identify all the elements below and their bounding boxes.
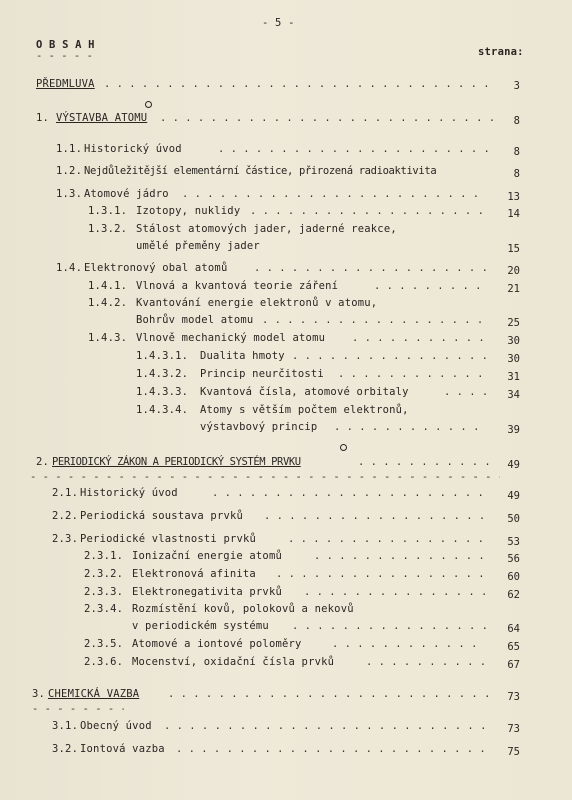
toc-leader — [212, 487, 492, 499]
toc-page: 8 — [513, 115, 520, 127]
toc-entry-text-continued: v periodickém systému — [132, 620, 269, 632]
toc-entry-text: Elektronový obal atomů — [84, 262, 228, 274]
toc-page: 53 — [507, 536, 520, 548]
toc-leader — [104, 78, 500, 90]
toc-leader — [292, 350, 490, 362]
toc-entry-number: 2.3.6. — [84, 656, 124, 668]
toc-leader — [374, 280, 490, 292]
toc-entry-number: 1. — [36, 112, 50, 124]
toc-entry-number: 3.1. — [52, 720, 79, 732]
toc-entry-text-continued: Bohrův model atomu — [136, 314, 254, 326]
toc-leader — [276, 568, 490, 580]
toc-entry-text: PERIODICKÝ ZÁKON A PERIODICKÝ SYSTÉM PRVKU — [52, 456, 301, 468]
toc-entry-text: Periodické vlastnosti prvků — [80, 533, 257, 545]
toc-entry-text: Stálost atomových jader, jaderné reakce, — [136, 223, 397, 235]
toc-leader — [366, 656, 490, 668]
toc-leader — [352, 332, 490, 344]
toc-entry-text: Mocenství, oxidační čísla prvků — [132, 656, 335, 668]
toc-entry-number: 2.3.2. — [84, 568, 124, 580]
toc-entry-number: 1.4.2. — [88, 297, 128, 309]
toc-entry-text: Atomové a iontové poloměry — [132, 638, 302, 650]
toc-entry-text: Elektronová afinita — [132, 568, 256, 580]
toc-page: 73 — [507, 723, 520, 735]
toc-page: 64 — [507, 623, 520, 635]
toc-page: 20 — [507, 265, 520, 277]
toc-entry-text: Ionizační energie atomů — [132, 550, 282, 562]
toc-page: 8 — [513, 146, 520, 158]
toc-page: 30 — [507, 353, 520, 365]
toc-entry-text: Iontová vazba — [80, 743, 165, 755]
toc-entry-number: 1.4.3.3. — [136, 386, 189, 398]
page-column-label: strana: — [478, 46, 524, 58]
toc-entry-text: Atomové jádro — [84, 188, 169, 200]
ring-accent-icon — [340, 444, 347, 451]
toc-entry-text: Elektronegativita prvků — [132, 586, 282, 598]
toc-entry-text: Kvantování energie elektronů v atomu, — [136, 297, 378, 309]
toc-leader — [168, 688, 494, 700]
toc-leader — [218, 143, 498, 155]
toc-entry-number: 1.1. — [56, 143, 83, 155]
toc-entry-number: 1.4.3.4. — [136, 404, 189, 416]
toc-entry-text: Vlnová a kvantová teorie záření — [136, 280, 339, 292]
toc-leader — [164, 720, 492, 732]
section-separator — [32, 703, 124, 715]
toc-entry-number: 2.3.5. — [84, 638, 124, 650]
toc-entry-text: Kvantová čísla, atomové orbitaly — [200, 386, 409, 398]
toc-entry-number: 1.4. — [56, 262, 83, 274]
toc-leader — [358, 456, 494, 468]
toc-entry-text-continued: výstavbový princip — [200, 421, 318, 433]
toc-entry-number: 1.4.3.2. — [136, 368, 189, 380]
toc-entry-number: 2.3. — [52, 533, 79, 545]
toc-page: 56 — [507, 553, 520, 565]
toc-page: 60 — [507, 571, 520, 583]
toc-entry-number: 2. — [36, 456, 50, 468]
toc-leader — [292, 620, 490, 632]
toc-leader — [254, 262, 490, 274]
toc-page: 31 — [507, 371, 520, 383]
toc-page: 73 — [507, 691, 520, 703]
toc-leader — [182, 188, 490, 200]
toc-entry-number: 3. — [32, 688, 46, 700]
toc-entry-number: 1.4.3. — [88, 332, 128, 344]
toc-page: 65 — [507, 641, 520, 653]
toc-entry-text: CHEMICKÁ VAZBA — [48, 688, 140, 700]
toc-leader — [304, 586, 490, 598]
toc-leader — [334, 421, 490, 433]
toc-entry-text: Historický úvod — [80, 487, 178, 499]
toc-leader — [250, 205, 490, 217]
toc-leader — [264, 510, 490, 522]
toc-entry-text: Dualita hmoty — [200, 350, 285, 362]
title-underline — [36, 50, 100, 62]
toc-page: 21 — [507, 283, 520, 295]
toc-leader — [288, 533, 490, 545]
toc-leader — [332, 638, 490, 650]
toc-page: 62 — [507, 589, 520, 601]
toc-entry-number: 2.1. — [52, 487, 79, 499]
toc-leader — [160, 112, 496, 124]
toc-entry-number: 1.2. — [56, 165, 83, 177]
toc-entry-text: PŘEDMLUVA — [36, 78, 95, 90]
toc-entry-number: 3.2. — [52, 743, 79, 755]
toc-entry-text: Atomy s větším počtem elektronů, — [200, 404, 409, 416]
toc-page: 49 — [507, 490, 520, 502]
toc-leader — [338, 368, 490, 380]
toc-page: 75 — [507, 746, 520, 758]
toc-entry-text-continued: umělé přeměny jader — [136, 240, 260, 252]
toc-entry-number: 1.4.1. — [88, 280, 128, 292]
section-separator — [30, 471, 500, 483]
toc-leader — [262, 314, 490, 326]
toc-entry-number: 2.3.4. — [84, 603, 124, 615]
toc-page: 13 — [507, 191, 520, 203]
toc-entry-number: 1.3.2. — [88, 223, 128, 235]
toc-page: 14 — [507, 208, 520, 220]
toc-page: 34 — [507, 389, 520, 401]
toc-page: 3 — [513, 80, 520, 92]
toc-page: 50 — [507, 513, 520, 525]
toc-entry-text: Rozmístění kovů, polokovů a nekovů — [132, 603, 354, 615]
toc-entry-number: 1.3.1. — [88, 205, 128, 217]
toc-page: 49 — [507, 459, 520, 471]
toc-page: 67 — [507, 659, 520, 671]
toc-entry-number: 2.2. — [52, 510, 79, 522]
ring-accent-icon — [145, 101, 152, 108]
toc-entry-number: 1.4.3.1. — [136, 350, 189, 362]
toc-leader — [444, 386, 490, 398]
toc-page: 8 — [513, 168, 520, 180]
toc-page: 39 — [507, 424, 520, 436]
toc-page: 25 — [507, 317, 520, 329]
toc-entry-text: Vlnově mechanický model atomu — [136, 332, 326, 344]
toc-entry-text: Periodická soustava prvků — [80, 510, 244, 522]
toc-leader — [314, 550, 490, 562]
toc-entry-text: Izotopy, nuklidy — [136, 205, 241, 217]
toc-page: 30 — [507, 335, 520, 347]
contents-title: O B S A H — [36, 39, 95, 51]
toc-entry-text: Nejdůležitější elementární částice, přirozená radioaktivita — [84, 165, 437, 177]
toc-entry-text: Obecný úvod — [80, 720, 152, 732]
toc-entry-text: VÝSTAVBA ATOMU — [56, 112, 148, 124]
toc-entry-text: Historický úvod — [84, 143, 182, 155]
toc-page: 15 — [507, 243, 520, 255]
toc-leader — [176, 743, 492, 755]
toc-entry-number: 2.3.1. — [84, 550, 124, 562]
toc-entry-number: 1.3. — [56, 188, 83, 200]
toc-entry-text: Princip neurčitosti — [200, 368, 324, 380]
toc-entry-number: 2.3.3. — [84, 586, 124, 598]
page-number: - 5 - — [262, 17, 295, 29]
